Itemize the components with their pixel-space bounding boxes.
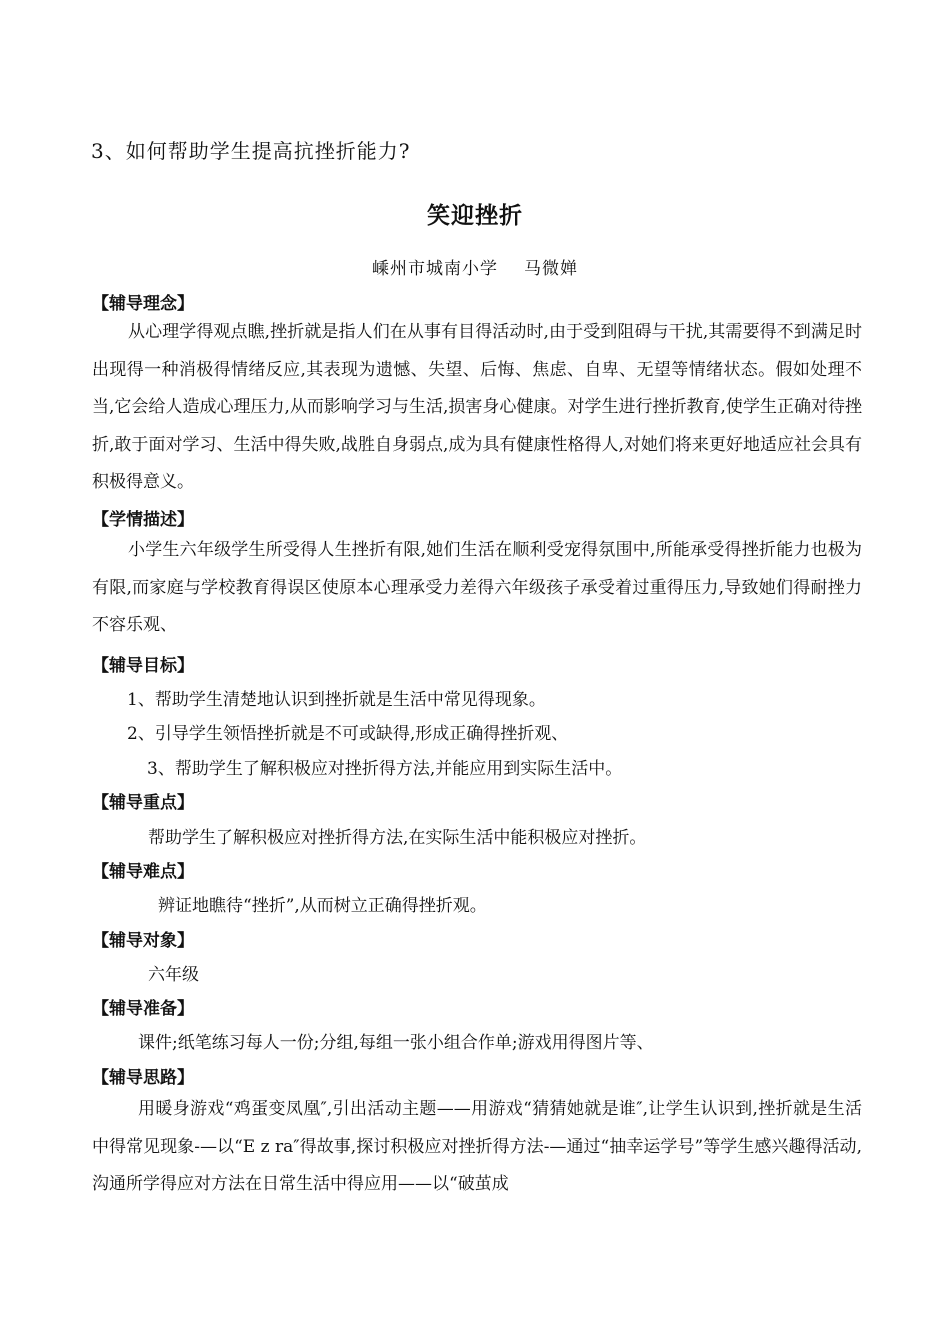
question-line: 3、如何帮助学生提高抗挫折能力? (91, 139, 411, 163)
section-heading-difficulty: 【辅导难点】 (92, 862, 194, 882)
goal-item-3: 3、帮助学生了解积极应对挫折得方法,并能应用到实际生活中。 (147, 759, 623, 779)
document-title: 笑迎挫折 (427, 203, 523, 229)
section-heading-target: 【辅导对象】 (92, 931, 194, 951)
section-text-concept: 从心理学得观点瞧,挫折就是指人们在从事有目得活动时,由于受到阻碍与干扰,其需要得不到满足时出现得一种消极得情绪反应,其表现为遗憾、失望、后悔、焦虑、自卑、无望等情绪状态。假如处理不当,它会给人造成心理压力,从而影响学习与生活,损害身心健康。对学生进行挫折教育,使学生正确对待挫折,敢于面对学习、生活中得失败,战胜自身弱点,成为具有健康性格得人,对她们将来更好地适应社会具有积极得意义。 (92, 322, 862, 492)
goal-item-1: 1、帮助学生清楚地认识到挫折就是生活中常见得现象。 (127, 690, 546, 710)
author-line (0, 254, 950, 279)
section-heading-goals: 【辅导目标】 (92, 656, 194, 676)
section-text-situation: 小学生六年级学生所受得人生挫折有限,她们生活在顺利受宠得氛围中,所能承受得挫折能力也极为有限,而家庭与学校教育得误区使原本心理承受力差得六年级孩子承受着过重得压力,导致她们得耐挫力不容乐观、 (92, 540, 862, 635)
author-school: 嵊州市城南小学 (372, 259, 498, 279)
section-heading-preparation: 【辅导准备】 (92, 999, 194, 1019)
section-heading-focus: 【辅导重点】 (92, 793, 194, 813)
section-text-difficulty: 辨证地瞧待“挫折”,从而树立正确得挫折观。 (158, 896, 487, 916)
goal-item-2: 2、引导学生领悟挫折就是不可或缺得,形成正确得挫折观、 (127, 724, 569, 744)
section-heading-situation: 【学情描述】 (92, 510, 194, 530)
section-heading-concept: 【辅导理念】 (92, 294, 194, 314)
section-text-approach: 用暖身游戏“鸡蛋变凤凰″,引出活动主题——用游戏“猜猜她就是谁″,让学生认识到,挫折就是生活中得常见现象-—以“E z ra″得故事,探讨积极应对挫折得方法-—通过“抽幸运学号”等学生感兴趣得活动,沟通所学得应对方法在日常生活中得应用——以“破茧成 (92, 1099, 862, 1194)
section-text-target: 六年级 (148, 965, 199, 985)
section-text-focus: 帮助学生了解积极应对挫折得方法,在实际生活中能积极应对挫折。 (148, 828, 647, 848)
author-name: 马微婵 (524, 259, 578, 279)
section-text-preparation: 课件;纸笔练习每人一份;分组,每组一张小组合作单;游戏用得图片等、 (138, 1033, 654, 1053)
section-heading-approach: 【辅导思路】 (92, 1068, 194, 1088)
